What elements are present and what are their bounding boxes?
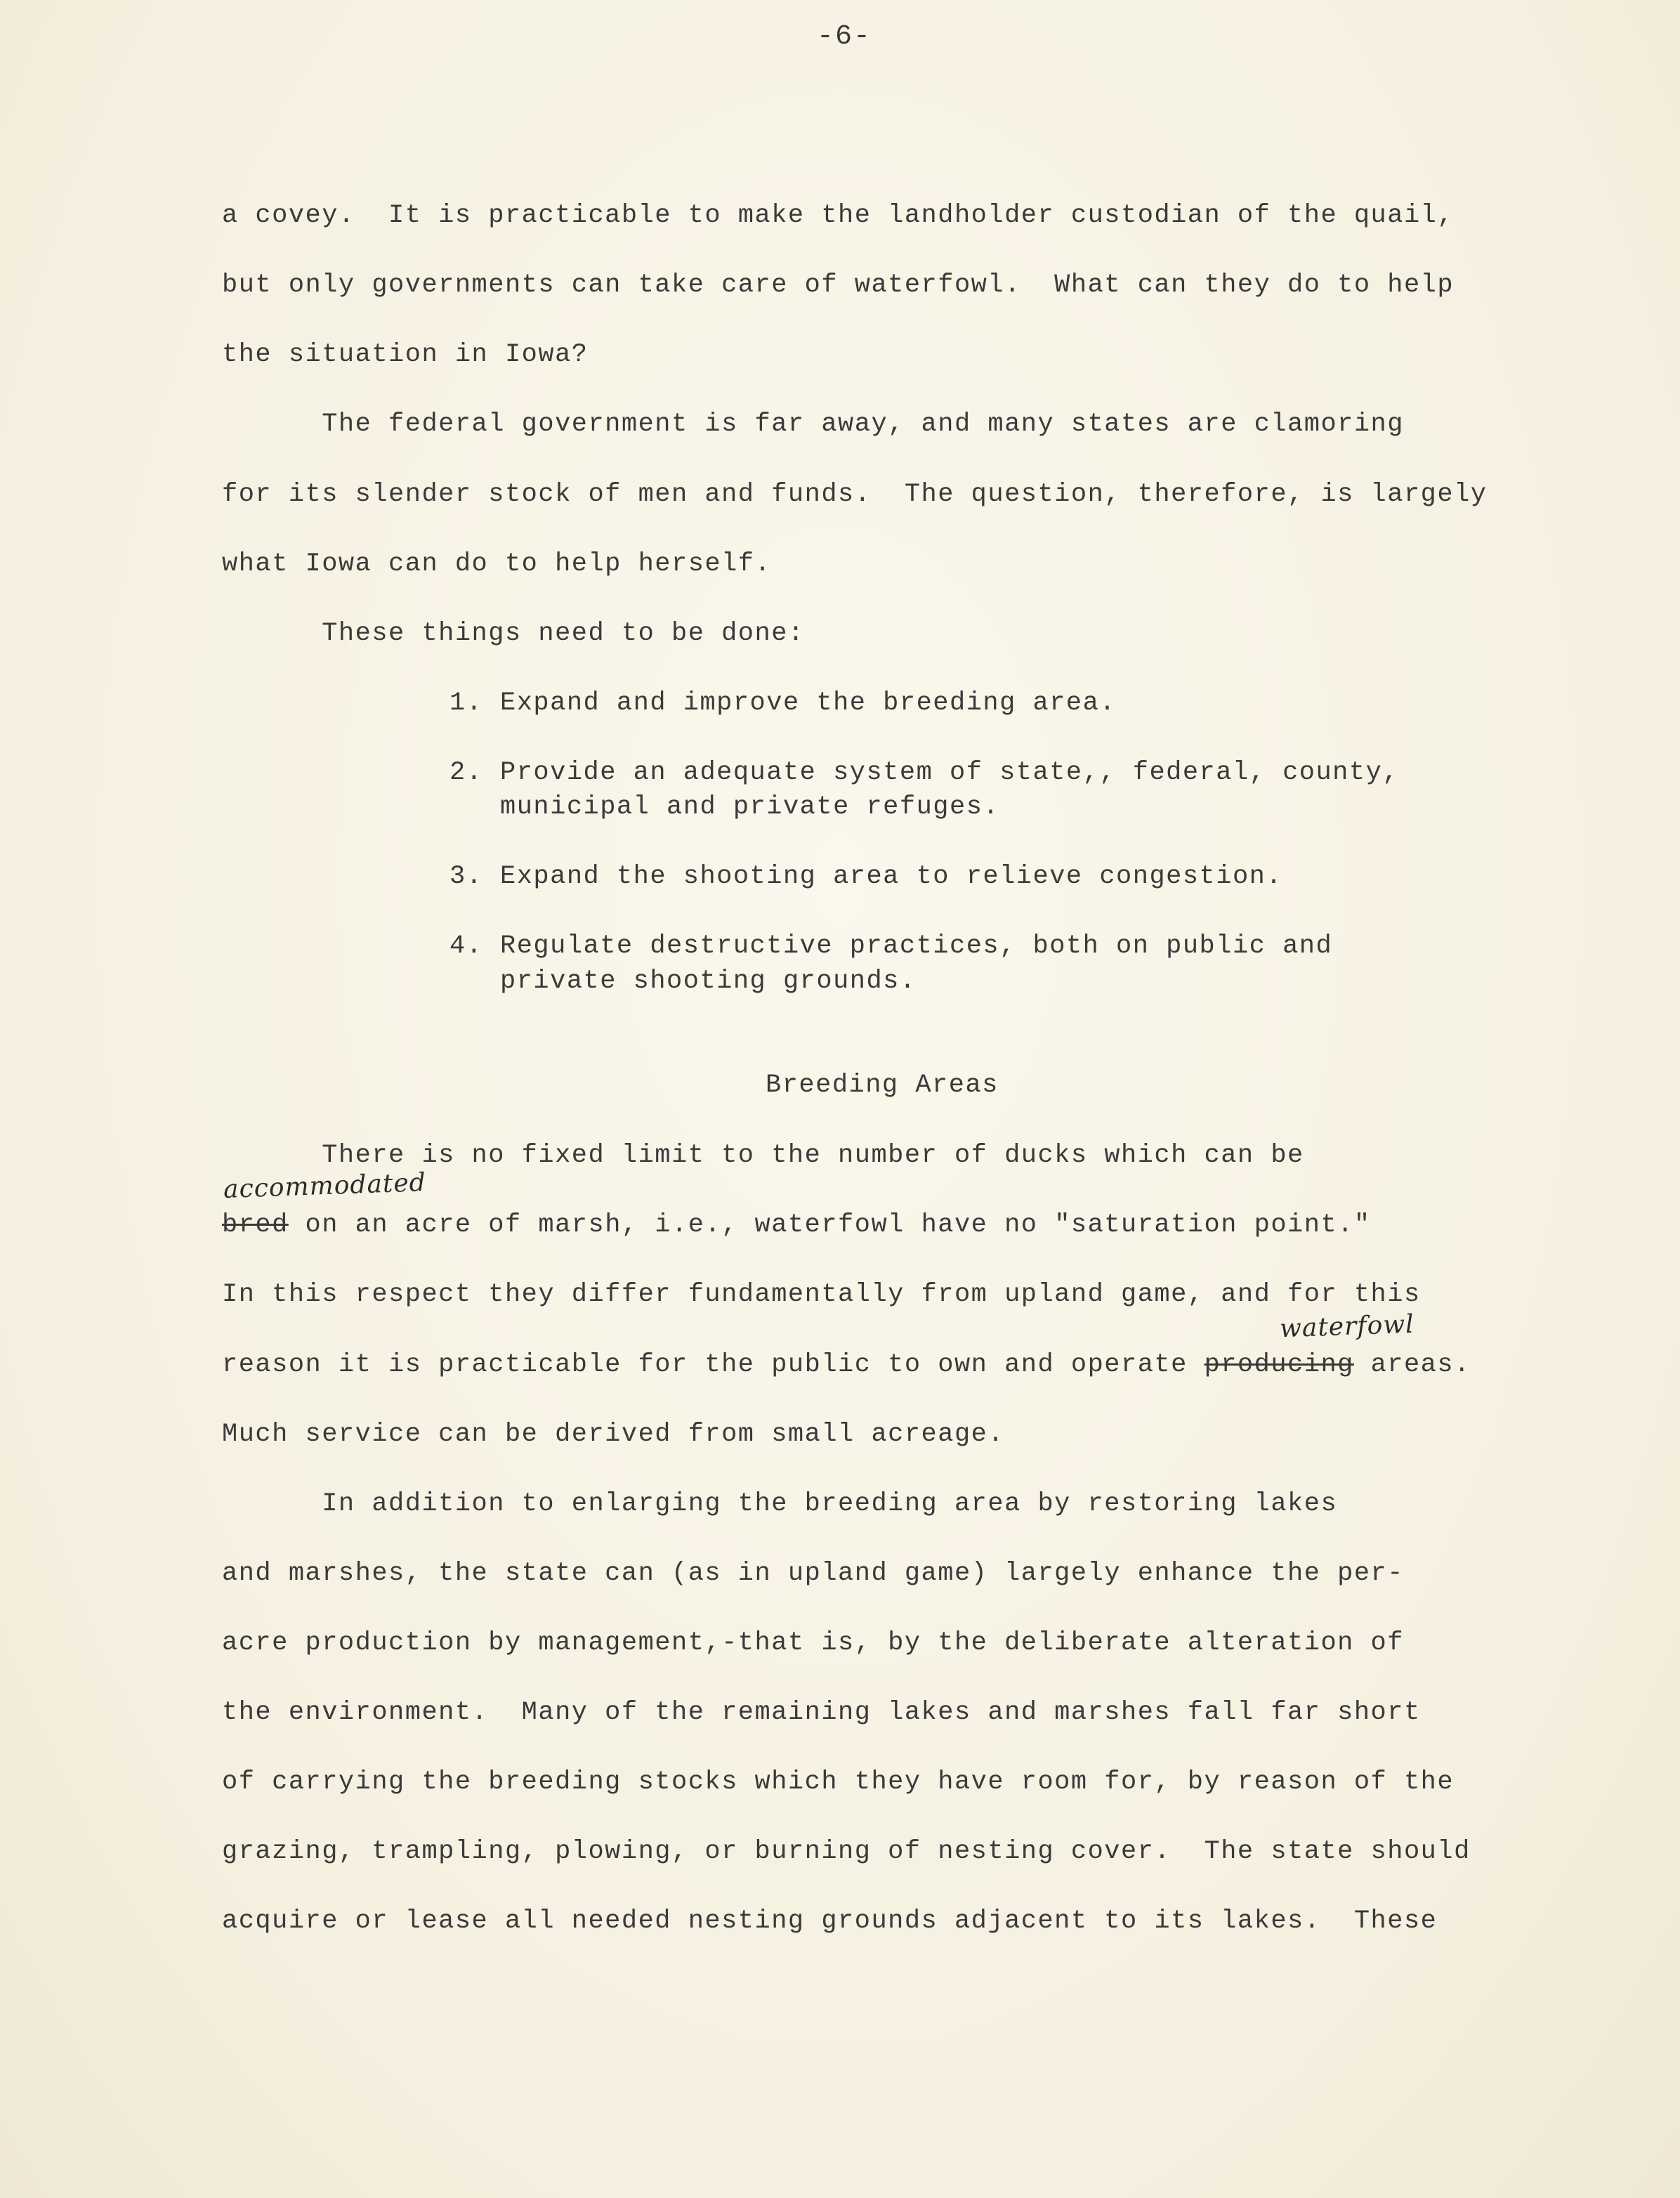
text-line: a covey. It is practicable to make the landholder custodian of the quail,	[222, 201, 1455, 230]
text-line: acre production by management,-that is, by the deliberate alteration of	[222, 1628, 1404, 1658]
text-line: of carrying the breeding stocks which they have room for, by reason of the	[222, 1767, 1455, 1797]
list-item-text: private shooting grounds.	[500, 967, 917, 996]
text-line: for its slender stock of men and funds. The question, therefore, is largely	[222, 480, 1488, 509]
text-line: In this respect they differ fundamentally from upland game, and for this	[222, 1280, 1421, 1309]
struck-word: producing	[1204, 1350, 1354, 1380]
text-line: acquire or lease all needed nesting grounds adjacent to its lakes. These	[222, 1906, 1438, 1936]
text-line: In addition to enlarging the breeding area by restoring lakes	[222, 1489, 1338, 1519]
list-item-text: Provide an adequate system of state,, federal, county,	[500, 758, 1399, 787]
text-line: what Iowa can do to help herself.	[222, 549, 772, 579]
text-line	[222, 1209, 1371, 1241]
list-item-number: 1.	[449, 688, 483, 718]
text-segment: areas.	[1353, 1350, 1471, 1380]
handwritten-insertion: waterfowl	[1279, 1309, 1415, 1344]
text-line	[222, 1349, 1471, 1381]
text-line: the situation in Iowa?	[222, 340, 589, 369]
list-item-number: 3.	[449, 862, 483, 891]
text-line: These things need to be done:	[222, 619, 805, 648]
text-segment: reason it is practicable for the public to own and operate	[222, 1350, 1205, 1380]
text-line: the environment. Many of the remaining lakes and marshes fall far short	[222, 1698, 1421, 1727]
list-item-text: Expand the shooting area to relieve congestion.	[500, 862, 1283, 891]
text-line: and marshes, the state can (as in upland game) largely enhance the per-	[222, 1559, 1404, 1588]
text-line: The federal government is far away, and many states are clamoring	[222, 410, 1404, 439]
handwritten-insertion: accommodated	[223, 1167, 427, 1205]
list-item-text: Expand and improve the breeding area.	[500, 688, 1117, 718]
list-item-text: Regulate destructive practices, both on public and	[500, 931, 1333, 961]
text-line: grazing, trampling, plowing, or burning of nesting cover. The state should	[222, 1837, 1471, 1866]
text-line: but only governments can take care of waterfowl. What can they do to help	[222, 270, 1455, 300]
section-heading: Breeding Areas	[766, 1071, 999, 1100]
text-line: There is no fixed limit to the number of ducks which can be	[222, 1141, 1304, 1170]
list-item-text: municipal and private refuges.	[500, 792, 1000, 822]
list-item-number: 2.	[449, 758, 483, 787]
struck-word: bred	[222, 1210, 289, 1240]
text-line: Much service can be derived from small acreage.	[222, 1420, 1005, 1449]
text-segment: on an acre of marsh, i.e., waterfowl have no "saturation point."	[288, 1210, 1371, 1240]
page-number: -6-	[817, 21, 872, 53]
list-item-number: 4.	[449, 931, 483, 961]
